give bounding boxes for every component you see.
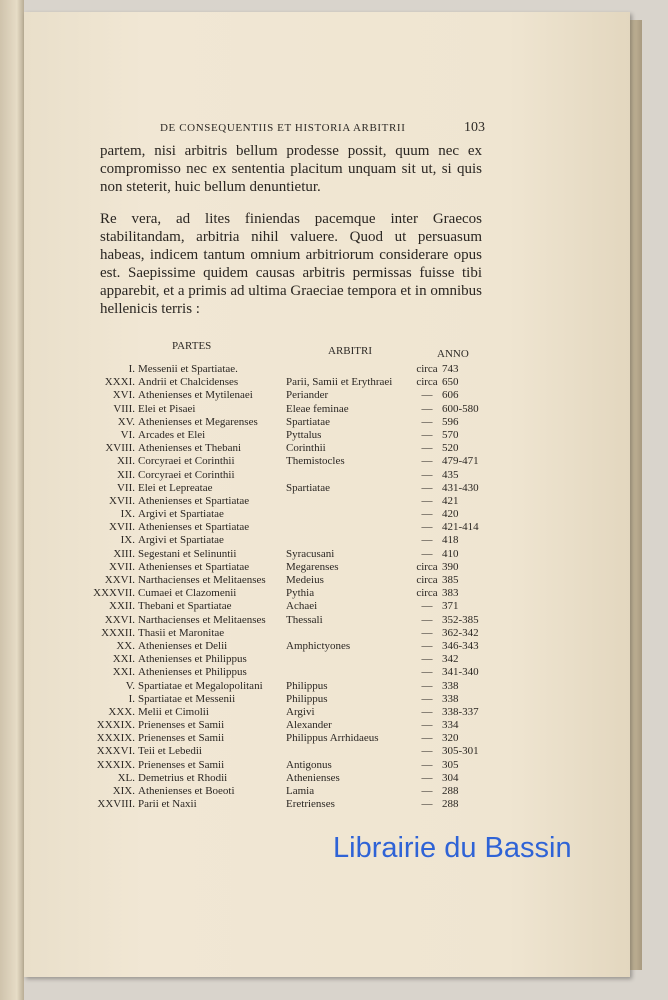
row-anno: 288 — [442, 785, 459, 797]
row-arbitri: Eretrienses — [286, 798, 335, 811]
header-arbitri: ARBITRI — [328, 345, 372, 357]
row-partes: Corcyraei et Corinthii — [138, 468, 235, 481]
row-number: XL. — [117, 771, 135, 784]
table-row — [0, 732, 668, 745]
table-row — [0, 574, 668, 587]
row-partes: Spartiatae et Megalopolitani — [138, 679, 263, 692]
table-row — [0, 389, 668, 402]
row-number: V. — [125, 679, 135, 692]
row-anno-prefix: — — [421, 653, 433, 666]
row-anno-prefix: — — [421, 521, 433, 534]
row-anno: 390 — [442, 560, 459, 573]
row-number: IX. — [120, 508, 135, 521]
row-partes: Melii et Cimolii — [138, 705, 209, 718]
table-row — [0, 706, 668, 719]
table-row — [0, 561, 668, 574]
row-partes: Athenienses et Delii — [138, 639, 228, 652]
table-row — [0, 745, 668, 758]
table-row — [0, 693, 668, 706]
row-number: XIX. — [112, 785, 135, 797]
table-row — [0, 521, 668, 534]
row-number: VIII. — [113, 402, 135, 415]
table-row — [0, 442, 668, 455]
table-row — [0, 627, 668, 640]
row-partes: Elei et Lepreatae — [138, 481, 213, 494]
table-row — [0, 772, 668, 785]
row-partes: Athenienses et Spartiatae — [138, 521, 250, 534]
row-arbitri: Megarenses — [286, 560, 339, 573]
row-anno-prefix: — — [421, 389, 433, 402]
row-partes: Argivi et Spartiatae — [138, 534, 224, 547]
row-anno: 570 — [442, 428, 459, 441]
row-number: VI. — [120, 428, 135, 441]
watermark: Librairie du Bassin — [333, 832, 572, 864]
table-row — [0, 798, 668, 811]
row-partes: Prienenses et Samii — [138, 732, 225, 745]
row-anno-prefix: — — [421, 771, 433, 784]
row-number: XII. — [116, 468, 135, 481]
row-anno: 341-340 — [442, 666, 479, 679]
row-anno: 338 — [442, 679, 459, 692]
row-anno: 305 — [442, 758, 459, 771]
table-row — [0, 469, 668, 482]
row-arbitri: Achaei — [286, 600, 318, 613]
row-anno: 320 — [442, 732, 459, 745]
row-anno-prefix: — — [421, 692, 433, 705]
row-anno-prefix: — — [421, 719, 433, 732]
row-anno: 421 — [442, 494, 459, 507]
row-anno-prefix: — — [421, 679, 433, 692]
row-arbitri: Alexander — [286, 719, 332, 732]
row-partes: Athenienses et Philippus — [138, 653, 247, 666]
running-head — [160, 122, 485, 138]
page-number: 103 — [464, 120, 485, 135]
row-arbitri: Amphictyones — [286, 639, 351, 652]
header-anno: ANNO — [437, 348, 469, 360]
row-anno: 600-580 — [442, 402, 479, 415]
row-partes: Narthacienses et Melitaenses — [138, 613, 266, 626]
row-anno: 334 — [442, 719, 459, 732]
row-anno: 305-301 — [442, 745, 479, 758]
row-number: XXVIII. — [97, 798, 135, 811]
row-anno-prefix: — — [421, 494, 433, 507]
row-number: XIII. — [113, 547, 135, 560]
row-partes: Thebani et Spartiatae — [138, 600, 232, 613]
row-anno-prefix: — — [421, 547, 433, 560]
row-number: XVIII. — [105, 442, 135, 455]
row-anno: 352-385 — [442, 613, 479, 626]
row-partes: Arcades et Elei — [138, 428, 206, 441]
row-anno: 383 — [442, 587, 459, 600]
row-anno: 338-337 — [442, 705, 479, 718]
table-row — [0, 363, 668, 376]
row-anno: 288 — [442, 798, 459, 811]
row-anno: 479-471 — [442, 455, 479, 468]
row-anno: 743 — [442, 363, 459, 375]
row-arbitri: Spartiatae — [286, 415, 330, 428]
body-text — [100, 142, 482, 332]
row-number: XXXIX. — [96, 758, 135, 771]
row-partes: Demetrius et Rhodii — [138, 771, 228, 784]
row-number: XVI. — [112, 389, 135, 402]
row-anno: 346-343 — [442, 639, 479, 652]
row-arbitri: Thessali — [286, 613, 323, 626]
row-partes: Spartiatae et Messenii — [138, 692, 236, 705]
header-partes: PARTES — [172, 340, 212, 352]
table-row — [0, 785, 668, 798]
row-anno-prefix: — — [421, 758, 433, 771]
row-number: XXXVI. — [96, 745, 135, 758]
row-partes: Prienenses et Samii — [138, 758, 225, 771]
row-anno: 338 — [442, 692, 459, 705]
row-anno-prefix: circa — [416, 574, 438, 586]
row-arbitri: Periander — [286, 389, 329, 402]
row-partes: Segestani et Selinuntii — [138, 547, 237, 560]
row-number: XXXII. — [101, 626, 135, 639]
row-anno: 385 — [442, 574, 459, 586]
row-arbitri: Syracusani — [286, 547, 335, 560]
row-anno: 421-414 — [442, 521, 479, 534]
table-row — [0, 719, 668, 732]
row-partes: Messenii et Spartiatae. — [138, 363, 238, 375]
row-arbitri: Athenienses — [286, 771, 340, 784]
row-number: XX. — [116, 639, 135, 652]
row-number: XXVI. — [104, 613, 135, 626]
row-anno: 304 — [442, 771, 459, 784]
row-number: XVII. — [109, 494, 135, 507]
row-anno: 650 — [442, 376, 459, 389]
row-anno: 342 — [442, 653, 459, 666]
row-partes: Athenienses et Spartiatae — [138, 494, 250, 507]
row-arbitri: Eleae feminae — [286, 402, 349, 415]
row-number: XVII. — [109, 560, 135, 573]
table-row — [0, 548, 668, 561]
arbitration-table — [0, 363, 668, 811]
row-partes: Athenienses et Thebani — [138, 442, 242, 455]
table-row — [0, 429, 668, 442]
row-arbitri: Corinthii — [286, 442, 326, 455]
row-arbitri: Antigonus — [286, 758, 332, 771]
row-number: I. — [128, 692, 135, 705]
row-anno: 431-430 — [442, 481, 479, 494]
row-anno: 435 — [442, 468, 459, 481]
row-anno-prefix: — — [421, 455, 433, 468]
table-row — [0, 759, 668, 772]
row-number: XXII. — [109, 600, 135, 613]
row-anno-prefix: — — [421, 666, 433, 679]
row-number: XXI. — [112, 653, 135, 666]
row-anno-prefix: — — [421, 508, 433, 521]
table-row — [0, 534, 668, 547]
row-anno-prefix: — — [421, 798, 433, 811]
row-anno-prefix: — — [421, 705, 433, 718]
row-anno-prefix: — — [421, 442, 433, 455]
table-row — [0, 455, 668, 468]
row-anno: 410 — [442, 547, 459, 560]
row-partes: Athenienses et Boeoti — [138, 785, 235, 797]
table-row — [0, 640, 668, 653]
row-anno-prefix: — — [421, 745, 433, 758]
row-number: XXX. — [108, 705, 135, 718]
row-anno-prefix: circa — [416, 560, 438, 573]
row-partes: Andrii et Chalcidenses — [138, 376, 239, 389]
row-anno-prefix: circa — [416, 363, 438, 375]
row-anno-prefix: — — [421, 639, 433, 652]
row-anno-prefix: circa — [416, 376, 438, 389]
paragraph: partem, nisi arbitris bellum prodesse possit, quum nec ex compromisso nec ex sententia placitum unquam sit ut, si quis non steterit, huic bellum denuntietur. — [100, 143, 482, 195]
row-partes: Athenienses et Spartiatae — [138, 560, 250, 573]
row-anno: 596 — [442, 415, 459, 428]
row-anno: 420 — [442, 508, 459, 521]
table-row — [0, 376, 668, 389]
row-anno-prefix: — — [421, 626, 433, 639]
paragraph: Re vera, ad lites finiendas pacemque inter Graecos stabilitandam, arbitria nihil valuere. Quod ut persuasum habeas, indicem tantum omnium arbitriorum considerare opus est. Saepissime quidem causas arbitris permissas fuisse tibi apparebit, et a primis ad ultima Graeciae tempora et in omnibus hellenicis terris : — [100, 211, 482, 317]
row-arbitri: Argivi — [286, 705, 315, 718]
row-partes: Athenienses et Philippus — [138, 666, 247, 679]
row-arbitri: Philippus Arrhidaeus — [286, 732, 379, 745]
row-partes: Thasii et Maronitae — [138, 626, 225, 639]
row-number: XXI. — [112, 666, 135, 679]
row-arbitri: Parii, Samii et Erythraei — [286, 376, 393, 389]
row-number: XXVI. — [104, 574, 135, 586]
row-anno-prefix: — — [421, 481, 433, 494]
table-row — [0, 416, 668, 429]
row-number: XXXI. — [104, 376, 135, 389]
table-row — [0, 666, 668, 679]
row-partes: Athenienses et Megarenses — [138, 415, 258, 428]
row-anno-prefix: — — [421, 785, 433, 797]
row-anno-prefix: — — [421, 468, 433, 481]
row-anno: 371 — [442, 600, 459, 613]
row-anno: 606 — [442, 389, 459, 402]
table-row — [0, 653, 668, 666]
row-anno-prefix: — — [421, 428, 433, 441]
row-partes: Parii et Naxii — [138, 798, 197, 811]
row-anno: 520 — [442, 442, 459, 455]
table-row — [0, 508, 668, 521]
row-number: XXXIX. — [96, 719, 135, 732]
table-row — [0, 600, 668, 613]
row-arbitri: Lamia — [286, 785, 315, 797]
table-row — [0, 403, 668, 416]
row-partes: Athenienses et Mytilenaei — [138, 389, 253, 402]
row-arbitri: Pyttalus — [286, 428, 322, 441]
row-number: XXXIX. — [96, 732, 135, 745]
row-arbitri: Philippus — [286, 692, 328, 705]
row-number: XVII. — [109, 521, 135, 534]
row-anno-prefix: — — [421, 415, 433, 428]
row-number: I. — [128, 363, 135, 375]
row-arbitri: Medeius — [286, 574, 324, 586]
table-row — [0, 482, 668, 495]
row-arbitri: Pythia — [286, 587, 315, 600]
row-arbitri: Themistocles — [286, 455, 345, 468]
row-number: IX. — [120, 534, 135, 547]
running-head-title: DE CONSEQUENTIIS ET HISTORIA ARBITRII — [160, 122, 406, 134]
row-anno-prefix: — — [421, 534, 433, 547]
table-row — [0, 495, 668, 508]
row-anno: 362-342 — [442, 626, 479, 639]
row-partes: Narthacienses et Melitaenses — [138, 574, 266, 586]
table-row — [0, 587, 668, 600]
row-anno: 418 — [442, 534, 459, 547]
row-partes: Prienenses et Samii — [138, 719, 225, 732]
row-number: VII. — [116, 481, 135, 494]
row-anno-prefix: — — [421, 600, 433, 613]
row-anno-prefix: — — [421, 613, 433, 626]
row-partes: Corcyraei et Corinthii — [138, 455, 235, 468]
row-anno-prefix: circa — [416, 587, 438, 600]
row-arbitri: Spartiatae — [286, 481, 330, 494]
row-partes: Cumaei et Clazomenii — [138, 587, 237, 600]
row-number: XXXVII. — [93, 587, 135, 600]
row-partes: Argivi et Spartiatae — [138, 508, 224, 521]
row-anno-prefix: — — [421, 402, 433, 415]
table-row — [0, 614, 668, 627]
table-row — [0, 680, 668, 693]
row-arbitri: Philippus — [286, 679, 328, 692]
row-number: XII. — [116, 455, 135, 468]
row-partes: Elei et Pisaei — [138, 402, 196, 415]
row-partes: Teii et Lebedii — [138, 745, 202, 758]
row-anno-prefix: — — [421, 732, 433, 745]
row-number: XV. — [117, 415, 135, 428]
